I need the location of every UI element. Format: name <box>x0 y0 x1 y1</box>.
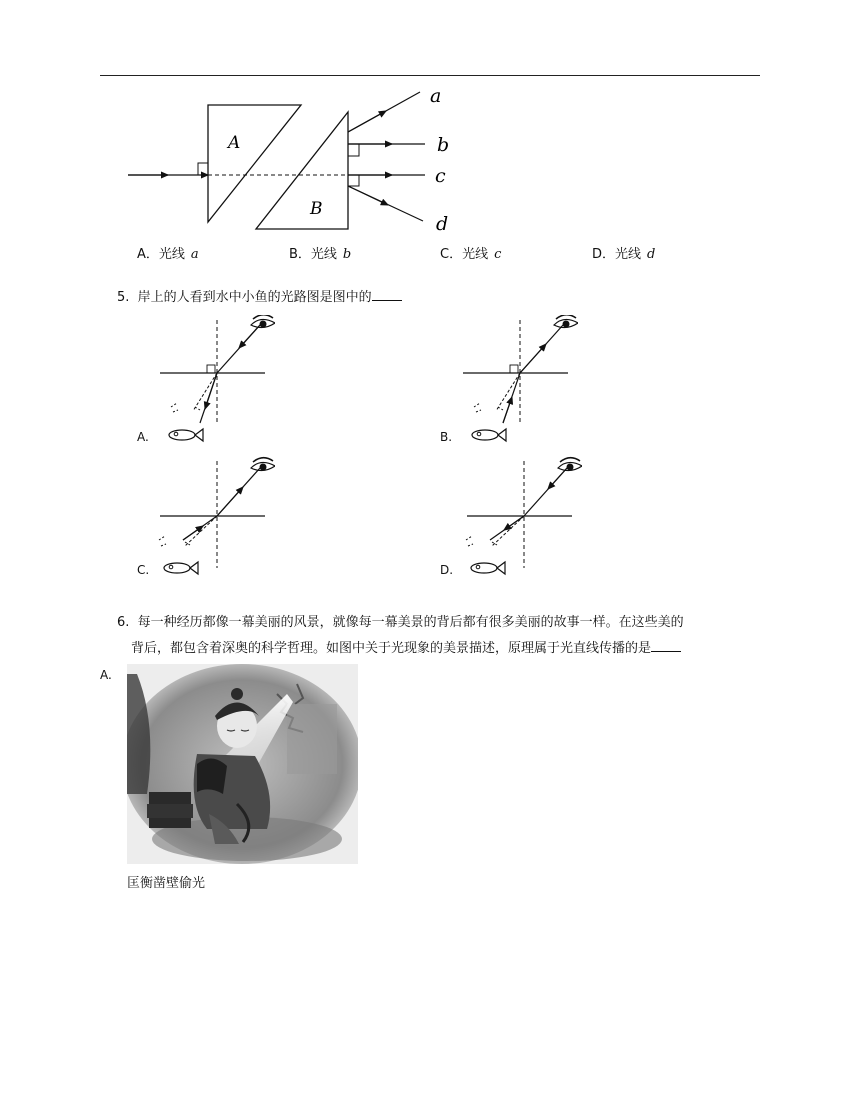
q6-number: 6. <box>117 615 130 630</box>
q6-option-a-caption: 匡衡凿壁偷光 <box>127 876 206 891</box>
q6-question <box>117 610 767 662</box>
q5-diagram-a <box>155 315 275 445</box>
q5-question <box>117 285 402 311</box>
q6-option-a[interactable]: A. <box>100 668 112 682</box>
prism-diagram <box>120 82 460 238</box>
q5-text: 岸上的人看到水中小鱼的光路图是图中的 <box>137 290 372 305</box>
q5-diagram-b <box>458 315 578 445</box>
prism-b <box>256 112 348 229</box>
q5-diagram-c <box>155 456 275 578</box>
q5-diagram-d <box>462 456 582 578</box>
q6-line1: 每一种经历都像一幕美丽的风景，就像每一幕美景的背后都有很多美丽的故事一样。在这些美的 <box>137 615 684 630</box>
q5-option-a[interactable]: A. <box>137 430 149 444</box>
q5-option-c[interactable]: C. <box>137 563 150 577</box>
label-b-block: B <box>310 199 323 219</box>
q6-line2: 背后，都包含着深奥的科学哲理。如图中关于光现象的美景描述，原理属于光直线传播的是 <box>131 641 652 656</box>
ray-label-d: d <box>436 213 449 235</box>
header-rule <box>100 75 760 76</box>
kuang-heng-illustration <box>127 664 358 864</box>
ray-label-b: b <box>437 134 450 156</box>
q4-option-b[interactable]: B．光线 b <box>289 247 352 262</box>
prism-a <box>208 105 301 222</box>
label-a-block: A <box>228 133 241 153</box>
answer-blank <box>651 639 681 652</box>
ray-label-c: c <box>435 165 446 187</box>
q5-option-d[interactable]: D. <box>440 563 454 577</box>
q5-number: 5. <box>117 290 130 305</box>
ray-label-a: a <box>430 85 442 107</box>
q4-option-c[interactable]: C．光线 c <box>440 247 502 262</box>
q4-option-a[interactable]: A．光线 a <box>137 247 199 262</box>
answer-blank <box>372 288 402 301</box>
q4-option-d[interactable]: D．光线 d <box>592 247 656 262</box>
q5-option-b[interactable]: B. <box>440 430 453 444</box>
